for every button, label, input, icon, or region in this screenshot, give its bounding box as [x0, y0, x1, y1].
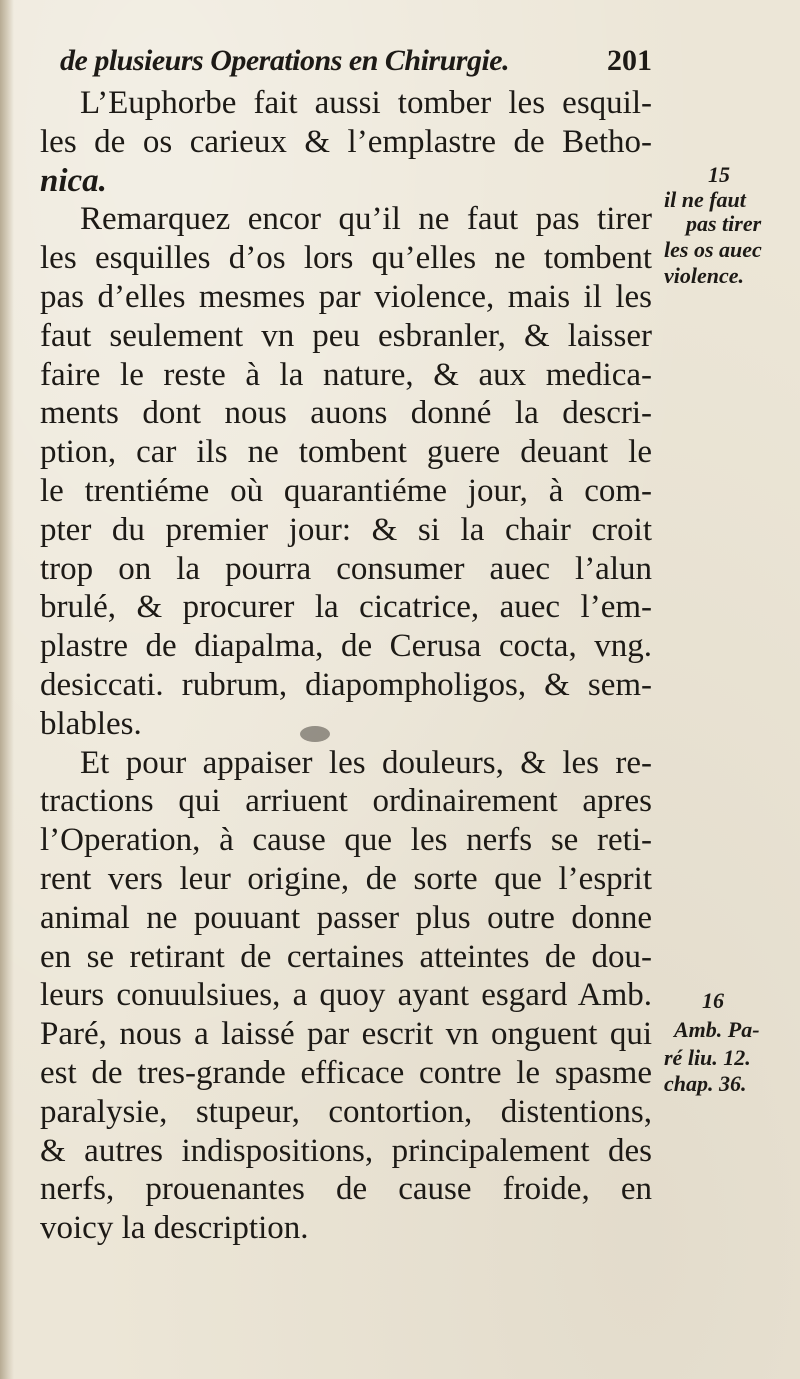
text-line: Remarquez encor qu’il ne faut pas tirer [80, 201, 652, 238]
text-line: tractions qui arriuent ordinairement apres [40, 783, 652, 820]
text-line: en se retirant de certaines atteintes de dou- [40, 938, 652, 975]
text-line: pas d’elles mesmes par violence, mais il les [40, 278, 652, 315]
text-line: nerfs, prouenantes de cause froide, en [40, 1171, 652, 1208]
margin-note-number: 15 [708, 162, 730, 187]
text-line: & autres indispositions, principalement des [40, 1132, 652, 1169]
running-title: de plusieurs Operations en Chirurgie. [60, 44, 510, 77]
text-line: voicy la description. [40, 1210, 309, 1247]
text-line: Et pour appaiser les douleurs, & les re- [80, 744, 652, 781]
margin-note-line: il ne faut [664, 187, 746, 212]
margin-note-line: pas tirer [686, 211, 762, 236]
margin-note-line: ré liu. 12. [664, 1045, 751, 1070]
text-line: faire le reste à la nature, & aux medica- [40, 356, 652, 393]
text-line: les de os carieux & l’emplastre de Betho- [40, 123, 652, 160]
text-line: brulé, & procurer la cicatrice, auec l’em- [40, 589, 652, 626]
text-line: pter du premier jour: & si la chair croit [40, 511, 652, 548]
text-line: desiccati. rubrum, diapompholigos, & sem- [40, 666, 652, 703]
text-line: plastre de diapalma, de Cerusa cocta, vng. [40, 628, 652, 665]
text-line: leurs conuulsiues, a quoy ayant esgard Amb. [40, 977, 652, 1014]
margin-note-line: violence. [664, 263, 745, 288]
main-text-block [40, 84, 652, 1248]
text-line: rent vers leur origine, de sorte que l’esprit [40, 860, 652, 897]
text-line: trop on la pourra consumer auec l’alun [40, 550, 652, 587]
text-line: paralysie, stupeur, contortion, distentions, [40, 1093, 652, 1130]
margin-note-line: chap. 36. [664, 1071, 747, 1096]
text-line: les esquilles d’os lors qu’elles ne tombent [40, 240, 652, 277]
text-line: le trentiéme où quarantiéme jour, à com- [40, 472, 652, 509]
text-line: ption, car ils ne tombent guere deuant le [40, 434, 652, 471]
margin-note-line: Amb. Pa- [674, 1017, 760, 1042]
ink-blot [300, 726, 330, 742]
margin-note-number: 16 [702, 988, 724, 1013]
text-line: faut seulement vn peu esbranler, & laisser [40, 317, 652, 354]
margin-note-line: les os auec [664, 237, 762, 262]
text-line: Paré, nous a laissé par escrit vn onguent qui [40, 1016, 652, 1053]
text-line: nica. [40, 162, 107, 199]
text-line: l’Operation, à cause que les nerfs se reti- [40, 822, 652, 859]
text-line: L’Euphorbe fait aussi tomber les esquil- [80, 85, 652, 121]
text-line: animal ne pouuant passer plus outre donne [40, 899, 652, 936]
text-line: blables. [40, 705, 142, 742]
text-line: ments dont nous auons donné la descri- [40, 395, 652, 432]
text-line: est de tres-grande efficace contre le spasme [40, 1054, 652, 1091]
page-number: 201 [607, 44, 652, 77]
page-edge-shadow [0, 0, 14, 1379]
